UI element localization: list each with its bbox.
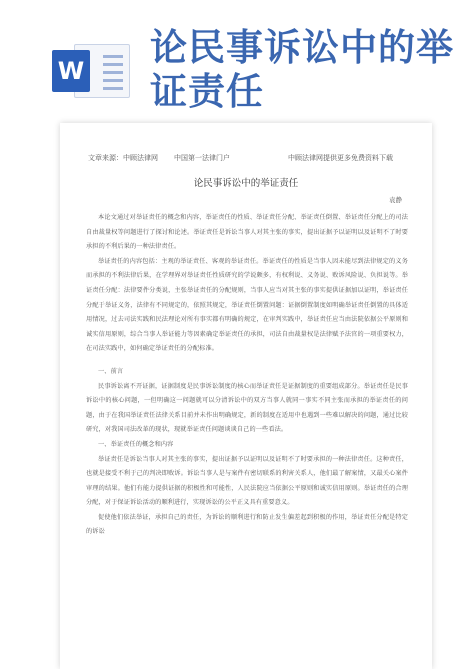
- paragraph: 举证责任的内容包括：主观的举证责任、客观的举证责任。举证责任的性质是当事人因未能尽到法律规定的义务而承担的不利法律后果，在学理界对举证责任性质研究的学说颇多，有权利说、义务说、败诉风险说、负担说等。举证责任分配：法律要件分类说，主张举证责任的分配规则，当事人应当对其主张的事实提供证据加以证明，举证责任分配于举证义务，法律有不同规定的，依照其规定，举证责任倒置问题：证据倒置制度如明确举证责任倒置的具体适用情况，过去司法实践和民法理论对所有事实都有明确的规定，在审判实践中，举证责任应当由法院依据公平原则和诚实信用原则，综合当事人举证能力等因素确定举证责任的承担，司法自由裁量权是法律赋予法官的一项重要权力，在司法实践中，如何确定举证责任的分配标准。: [86, 257, 408, 353]
- paragraph: 举证责任是诉讼当事人对其主张的事实，提出证据予以证明以及证明不了时要承担的一种法律责任。这种责任，也就是接受不利于己的判决即败诉。诉讼当事人是与案件有密切联系的利害关系人，他们最了解案情，又最关心案件审理的结果。他们有能力提供证据的积极性和可能性，人民法院应当依据公平原则和诚实信用原则。举证责任的合理分配，对于保证诉讼活动的顺利进行，实现诉讼的公平正义具有重要意义。: [86, 455, 408, 507]
- site-label: 中国第一法律门户: [174, 154, 230, 162]
- page-title: 论民事诉讼中的举证责任: [150, 26, 454, 113]
- paragraph: 民事诉讼离不开证据，证据制度是民事诉讼制度的核心而举证责任是证据制度的重要组成部分。举证责任是民事诉讼中的核心问题，一但明确这一问题就可以分清诉讼中的双方当事人就同一事实不同主张而承担的举证责任的问题，由于在我国举证责任法律关系目前并未作出明确规定，新的制度在适用中也遇到一些难以解决的问题，通过比较研究，对我国司法改革的现状，现就举证责任问题谈谈自己的一些看法。: [86, 382, 408, 434]
- paragraph: 本论文通过对举证责任的概念和内容，举证责任的性质、举证责任分配、举证责任倒置、举证责任分配上的司法自由裁量权等问题进行了探讨和论述。举证责任是诉讼当事人对其主张的事实，提出证据予以证明以及证明不了时要承担的不利后果的一种法律责任。: [86, 214, 408, 251]
- header-banner: [0, 0, 474, 120]
- promo-label: 中顾法律网提供更多免费资料下载: [288, 154, 393, 162]
- word-icon: W: [52, 50, 90, 92]
- document-page: [60, 123, 432, 669]
- source-label: 文章来源：中顾法律网: [88, 154, 158, 162]
- section-heading: 一、前言: [98, 367, 124, 375]
- author-name: 袁静: [389, 196, 402, 204]
- article-body: [86, 211, 408, 540]
- section-heading: 一、举证责任的概念和内容: [98, 440, 174, 448]
- word-logo: [52, 40, 132, 100]
- paragraph: 促使他们依法举证，承担自己的责任，为诉讼的顺利进行和防止发生偏差起到积极的作用，举证责任分配是特定的诉讼: [86, 513, 408, 536]
- article-title: 论民事诉讼中的举证责任: [193, 178, 299, 189]
